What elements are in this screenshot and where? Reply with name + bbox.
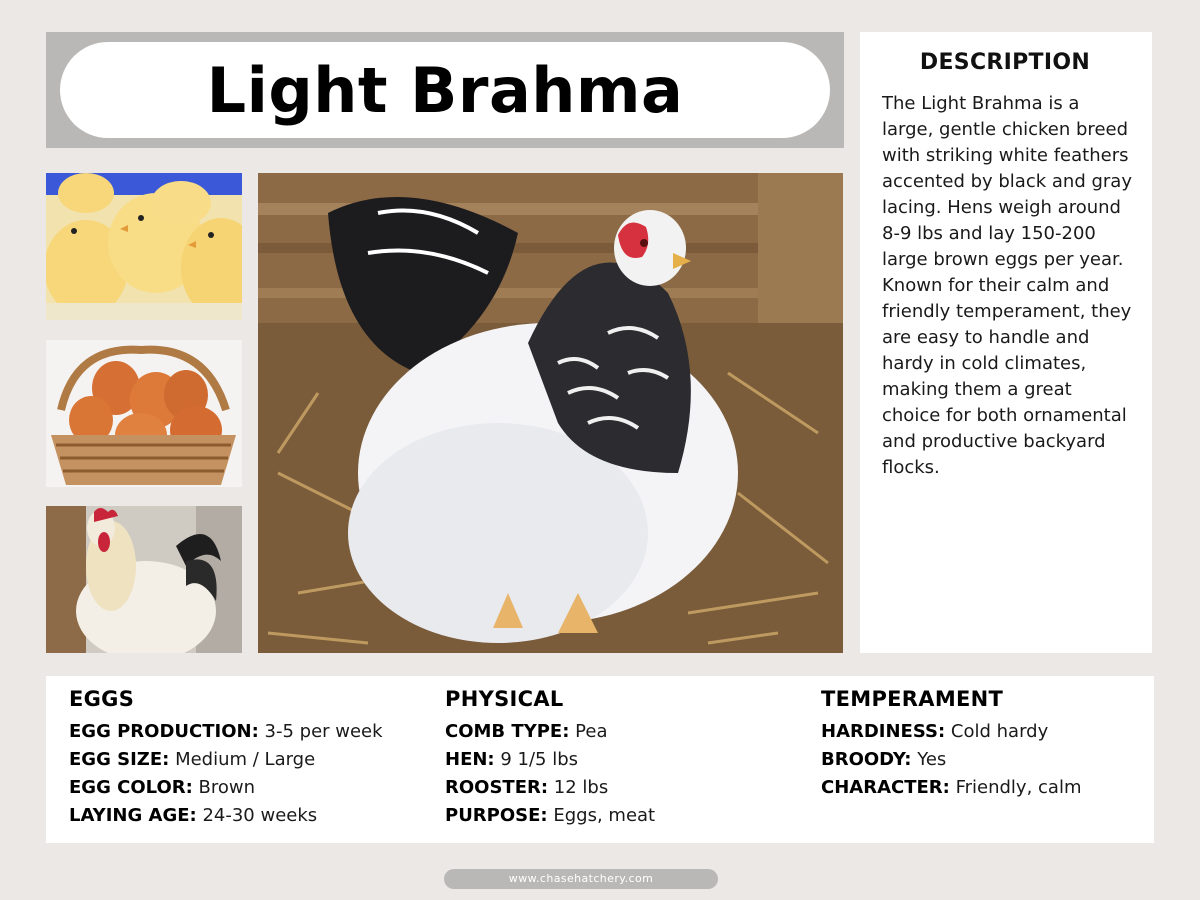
info-value: Pea [575, 721, 608, 742]
info-label: CHARACTER: [821, 777, 950, 798]
egg-basket-photo [46, 340, 242, 487]
info-panel [46, 676, 1154, 843]
info-label: COMB TYPE: [445, 721, 570, 742]
info-label: PURPOSE: [445, 805, 548, 826]
info-row [821, 718, 1082, 746]
info-label: ROOSTER: [445, 777, 549, 798]
info-label: LAYING AGE: [69, 805, 197, 826]
info-value: Yes [917, 749, 947, 770]
info-row [445, 718, 655, 746]
footer-url[interactable]: www.chasehatchery.com [444, 869, 718, 889]
info-label: EGG SIZE: [69, 749, 170, 770]
description-text: The Light Brahma is a large, gentle chicken breed with striking white feathers accented by black and gray lacing. Hens weigh around 8-9 lbs and lay 150-200 large brown eggs per year. Known for their calm and friendly temperament, they are easy to handle and hardy in cold climates, making them a great choice for both ornamental and productive backyard flocks. [882, 93, 1132, 478]
info-label: EGG COLOR: [69, 777, 193, 798]
physical-section [445, 686, 655, 830]
info-row [69, 746, 383, 774]
physical-heading: PHYSICAL [445, 687, 564, 711]
info-value: 12 lbs [553, 777, 609, 798]
info-value: Medium / Large [175, 749, 316, 770]
info-row [821, 774, 1082, 802]
temperament-heading: TEMPERAMENT [821, 687, 1004, 711]
light-brahma-hen-photo [258, 173, 843, 653]
info-label: HARDINESS: [821, 721, 946, 742]
info-label: HEN: [445, 749, 495, 770]
info-value: Cold hardy [950, 721, 1049, 742]
info-row [821, 746, 1082, 774]
temperament-section [821, 686, 1082, 802]
info-label: EGG PRODUCTION: [69, 721, 259, 742]
page-title: Light Brahma [206, 53, 684, 127]
chicks-photo [46, 173, 242, 320]
info-row [69, 802, 383, 830]
info-row [69, 718, 383, 746]
info-row [69, 774, 383, 802]
info-value: Friendly, calm [955, 777, 1082, 798]
info-row [445, 774, 655, 802]
info-value: Brown [198, 777, 256, 798]
info-value: 9 1/5 lbs [500, 749, 579, 770]
description-panel [860, 32, 1152, 653]
rooster-photo [46, 506, 242, 653]
eggs-heading: EGGS [69, 687, 135, 711]
info-row [445, 746, 655, 774]
info-row [445, 802, 655, 830]
eggs-section [69, 686, 383, 830]
info-label: BROODY: [821, 749, 912, 770]
info-value: 24-30 weeks [202, 805, 318, 826]
info-value: 3-5 per week [264, 721, 383, 742]
description-heading: DESCRIPTION [919, 50, 1091, 75]
info-value: Eggs, meat [553, 805, 656, 826]
title-pill [60, 42, 830, 138]
